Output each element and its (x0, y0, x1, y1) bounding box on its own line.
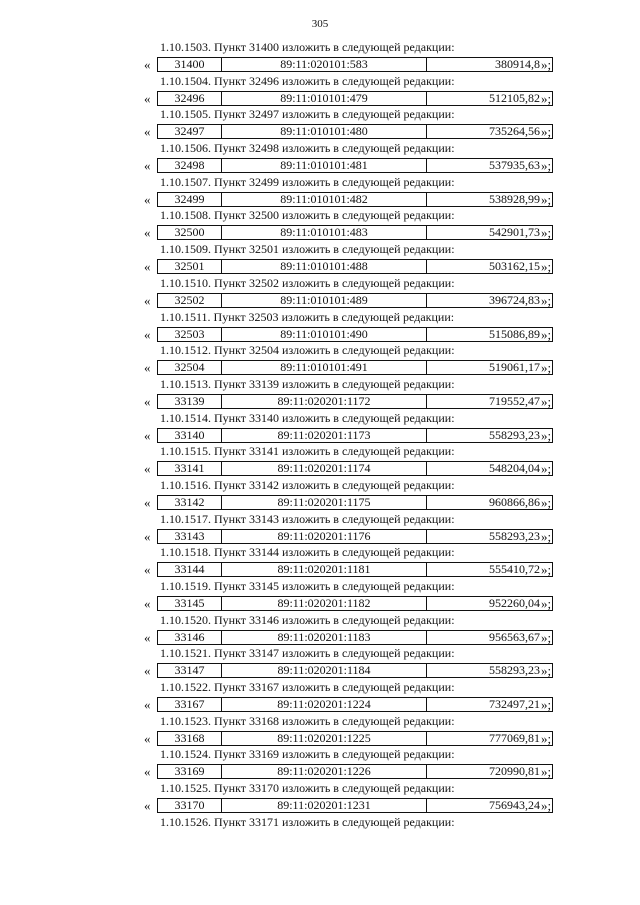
cadastral-value: 512105,82 (489, 90, 540, 105)
amendment-item (0, 377, 640, 411)
record-row (144, 393, 564, 410)
record-table (157, 225, 553, 240)
clause-text: 1.10.1518. Пункт 33144 (160, 545, 280, 560)
record-row (144, 595, 564, 612)
cadastral-value: 542901,73 (489, 225, 540, 240)
record-row (144, 629, 564, 646)
clause-line (160, 174, 455, 190)
quote-close: »; (541, 461, 552, 477)
amendment-item (0, 40, 640, 74)
quote-close: »; (541, 663, 552, 679)
clause-line (160, 342, 455, 358)
record-table (157, 158, 553, 173)
quote-open: « (144, 528, 151, 544)
cadastral-value: 537935,63 (489, 158, 540, 173)
clause-text: 1.10.1508. Пункт 32500 (160, 208, 280, 223)
quote-open: « (144, 90, 151, 106)
amendment-item (0, 141, 640, 175)
clause-phrase: изложить в следующей редакции: (282, 781, 455, 796)
cadastral-number: 89:11:020201:1176 (222, 530, 427, 543)
quote-close: »; (541, 798, 552, 814)
amendment-item (0, 310, 640, 344)
record-row (144, 460, 564, 477)
clause-phrase: изложить в следующей редакции: (282, 174, 455, 189)
cadastral-number: 89:11:020201:1174 (222, 462, 427, 475)
cadastral-number: 89:11:020201:1231 (222, 799, 427, 812)
record-row (144, 528, 564, 545)
record-table (157, 731, 553, 746)
cadastral-number: 89:11:010101:491 (222, 361, 427, 374)
record-table (157, 596, 553, 611)
clause-text: 1.10.1513. Пункт 33139 (160, 376, 280, 391)
quote-close: »; (541, 326, 552, 342)
cadastral-value: 558293,23 (489, 427, 540, 442)
record-number: 32500 (158, 226, 222, 239)
cadastral-value: 548204,04 (489, 461, 540, 476)
clause-phrase: изложить в следующей редакции: (282, 814, 455, 829)
quote-close: »; (541, 393, 552, 409)
quote-close: »; (541, 90, 552, 106)
clause-phrase: изложить в следующей редакции: (282, 680, 455, 695)
cadastral-value: 515086,89 (489, 326, 540, 341)
clause-line (160, 814, 455, 830)
record-number: 32497 (158, 125, 222, 138)
record-number: 33168 (158, 732, 222, 745)
record-number: 32499 (158, 193, 222, 206)
clause-text: 1.10.1525. Пункт 33170 (160, 781, 280, 796)
record-number: 31400 (158, 58, 222, 71)
clause-text: 1.10.1523. Пункт 33168 (160, 713, 280, 728)
quote-close: »; (541, 730, 552, 746)
clause-phrase: изложить в следующей редакции: (282, 511, 455, 526)
amendment-item (0, 579, 640, 613)
clause-phrase: изложить в следующей редакции: (282, 444, 455, 459)
quote-close: »; (541, 629, 552, 645)
record-row (144, 763, 564, 780)
record-number: 32502 (158, 294, 222, 307)
record-table (157, 360, 553, 375)
record-number: 33170 (158, 799, 222, 812)
quote-open: « (144, 461, 151, 477)
quote-open: « (144, 798, 151, 814)
cadastral-value: 960866,86 (489, 494, 540, 509)
amendment-item (0, 680, 640, 714)
clause-line (160, 645, 455, 661)
record-number: 32496 (158, 92, 222, 105)
record-table (157, 428, 553, 443)
amendment-item (0, 107, 640, 141)
clause-line (160, 511, 455, 527)
record-row (144, 326, 564, 343)
cadastral-value: 756943,24 (489, 798, 540, 813)
clause-phrase: изложить в следующей редакции: (282, 410, 455, 425)
quote-close: »; (541, 596, 552, 611)
cadastral-value: 380914,8 (495, 57, 540, 71)
record-number: 33144 (158, 563, 222, 576)
record-row (144, 359, 564, 376)
quote-open: « (144, 326, 151, 342)
record-number: 32498 (158, 159, 222, 172)
quote-open: « (144, 158, 151, 174)
clause-line (160, 73, 455, 89)
clause-line (160, 275, 455, 291)
record-table (157, 327, 553, 342)
clause-phrase: изложить в следующей редакции: (282, 208, 455, 223)
quote-open: « (144, 663, 151, 679)
quote-close: »; (541, 697, 552, 713)
record-row (144, 224, 564, 241)
clause-phrase: изложить в следующей редакции: (282, 376, 455, 391)
record-table (157, 764, 553, 779)
cadastral-number: 89:11:020201:1183 (222, 631, 427, 644)
clause-line (160, 39, 455, 55)
cadastral-number: 89:11:010101:482 (222, 193, 427, 206)
quote-close: »; (541, 158, 552, 174)
record-row (144, 696, 564, 713)
record-table (157, 91, 553, 106)
record-row (144, 191, 564, 208)
clause-text: 1.10.1526. Пункт 33171 (160, 814, 280, 829)
clause-phrase: изложить в следующей редакции: (282, 579, 455, 593)
cadastral-value: 735264,56 (489, 124, 540, 139)
cadastral-number: 89:11:020201:1225 (222, 732, 427, 745)
amendment-item (0, 411, 640, 445)
record-number: 33167 (158, 698, 222, 711)
clause-phrase: изложить в следующей редакции: (282, 107, 455, 122)
record-table (157, 192, 553, 207)
clause-text: 1.10.1506. Пункт 32498 (160, 141, 280, 156)
record-row (144, 258, 564, 275)
clause-phrase: изложить в следующей редакции: (282, 141, 455, 156)
clause-phrase: изложить в следующей редакции: (282, 73, 455, 88)
clause-text: 1.10.1516. Пункт 33142 (160, 477, 280, 492)
amendment-item (0, 74, 640, 108)
amendment-item (0, 242, 640, 276)
clause-text: 1.10.1515. Пункт 33141 (160, 444, 280, 459)
clause-text: 1.10.1514. Пункт 33140 (160, 410, 280, 425)
cadastral-number: 89:11:020201:1172 (222, 395, 427, 408)
quote-open: « (144, 596, 151, 611)
quote-open: « (144, 57, 151, 72)
record-row (144, 123, 564, 140)
amendment-item (0, 646, 640, 680)
cadastral-value: 719552,47 (489, 393, 540, 408)
record-row (144, 797, 564, 814)
clause-text: 1.10.1511. Пункт 32503 (160, 309, 279, 324)
record-table (157, 124, 553, 139)
clause-phrase: изложить в следующей редакции: (281, 309, 455, 324)
quote-open: « (144, 225, 151, 241)
quote-open: « (144, 292, 151, 308)
amendment-item (0, 613, 640, 647)
clause-phrase: изложить в следующей редакции: (282, 747, 455, 762)
cadastral-value: 777069,81 (489, 730, 540, 745)
quote-open: « (144, 494, 151, 510)
cadastral-number: 89:11:020201:1226 (222, 765, 427, 778)
quote-open: « (144, 393, 151, 409)
clause-text: 1.10.1505. Пункт 32497 (160, 107, 280, 122)
quote-close: »; (541, 427, 552, 443)
clause-line (160, 713, 455, 729)
cadastral-number: 89:11:010101:479 (222, 92, 427, 105)
clause-phrase: изложить в следующей редакции: (282, 713, 455, 728)
clause-line (160, 578, 455, 594)
amendment-item-last (0, 815, 640, 849)
record-row (144, 730, 564, 747)
amendment-item (0, 512, 640, 546)
quote-close: »; (541, 292, 552, 308)
clause-text: 1.10.1512. Пункт 32504 (160, 343, 280, 358)
cadastral-number: 89:11:010101:481 (222, 159, 427, 172)
record-number: 33145 (158, 597, 222, 610)
quote-close: »; (541, 191, 552, 207)
record-row (144, 56, 564, 73)
cadastral-number: 89:11:020201:1173 (222, 429, 427, 442)
record-table (157, 663, 553, 678)
clause-line (160, 746, 455, 762)
record-table (157, 259, 553, 274)
record-row (144, 157, 564, 174)
quote-open: « (144, 427, 151, 443)
clause-phrase: изложить в следующей редакции: (282, 275, 455, 290)
clause-line (160, 207, 455, 223)
quote-close: »; (541, 259, 552, 275)
record-row (144, 662, 564, 679)
cadastral-value: 538928,99 (489, 191, 540, 206)
cadastral-number: 89:11:020201:1175 (222, 496, 427, 509)
record-table (157, 461, 553, 476)
clause-line (160, 410, 455, 426)
quote-open: « (144, 562, 151, 578)
amendment-item (0, 208, 640, 242)
quote-close: »; (541, 124, 552, 140)
quote-close: »; (541, 225, 552, 241)
record-table (157, 293, 553, 308)
record-table (157, 394, 553, 409)
cadastral-value: 558293,23 (489, 663, 540, 678)
quote-open: « (144, 629, 151, 645)
clause-text: 1.10.1524. Пункт 33169 (160, 747, 280, 762)
amendment-item (0, 444, 640, 478)
cadastral-number: 89:11:020201:1182 (222, 597, 427, 610)
page-number: 305 (311, 18, 329, 30)
clause-text: 1.10.1504. Пункт 32496 (160, 73, 280, 88)
clause-phrase: изложить в следующей редакции: (282, 40, 455, 54)
clause-line (160, 612, 455, 628)
amendment-item (0, 545, 640, 579)
record-row (144, 561, 564, 578)
quote-close: »; (541, 528, 552, 544)
cadastral-number: 89:11:010101:489 (222, 294, 427, 307)
record-number: 33143 (158, 530, 222, 543)
clause-text: 1.10.1509. Пункт 32501 (160, 242, 280, 257)
clause-text: 1.10.1517. Пункт 33143 (160, 511, 280, 526)
quote-close: »; (541, 360, 552, 376)
clause-text: 1.10.1510. Пункт 32502 (160, 275, 280, 290)
record-number: 33141 (158, 462, 222, 475)
cadastral-number: 89:11:020101:583 (222, 58, 427, 71)
amendment-item (0, 276, 640, 310)
record-number: 33147 (158, 664, 222, 677)
quote-close: »; (541, 494, 552, 510)
clause-text: 1.10.1520. Пункт 33146 (160, 612, 280, 627)
quote-open: « (144, 730, 151, 746)
clause-line (160, 376, 455, 392)
clause-text: 1.10.1521. Пункт 33147 (160, 646, 280, 661)
amendment-item (0, 747, 640, 781)
clause-line (160, 106, 455, 122)
quote-close: »; (541, 562, 552, 578)
clause-line (160, 679, 455, 695)
amendment-item (0, 175, 640, 209)
clause-line (160, 477, 455, 493)
record-row (144, 292, 564, 309)
cadastral-value: 519061,17 (489, 360, 540, 375)
amendment-item (0, 714, 640, 748)
cadastral-number: 89:11:020201:1184 (222, 664, 427, 677)
record-number: 33140 (158, 429, 222, 442)
quote-open: « (144, 764, 151, 780)
cadastral-number: 89:11:020201:1181 (222, 563, 427, 576)
cadastral-number: 89:11:010101:480 (222, 125, 427, 138)
record-number: 33139 (158, 395, 222, 408)
record-table (157, 495, 553, 510)
clause-text: 1.10.1507. Пункт 32499 (160, 174, 280, 189)
quote-close: »; (541, 57, 552, 72)
cadastral-value: 952260,04 (489, 596, 540, 610)
clause-phrase: изложить в следующей редакции: (282, 242, 455, 257)
clause-phrase: изложить в следующей редакции: (282, 477, 455, 492)
cadastral-number: 89:11:010101:490 (222, 328, 427, 341)
quote-close: »; (541, 764, 552, 780)
cadastral-value: 396724,83 (489, 292, 540, 307)
record-table (157, 798, 553, 813)
record-table (157, 562, 553, 577)
record-row (144, 90, 564, 107)
clause-line (160, 241, 455, 257)
clause-phrase: изложить в следующей редакции: (282, 646, 455, 661)
clause-phrase: изложить в следующей редакции: (282, 545, 455, 560)
record-table (157, 57, 553, 72)
clause-phrase: изложить в следующей редакции: (282, 612, 455, 627)
cadastral-value: 503162,15 (489, 259, 540, 274)
record-number: 33146 (158, 631, 222, 644)
quote-open: « (144, 259, 151, 275)
cadastral-value: 956563,67 (489, 629, 540, 644)
quote-open: « (144, 360, 151, 376)
record-row (144, 427, 564, 444)
cadastral-value: 555410,72 (489, 562, 540, 577)
record-number: 32501 (158, 260, 222, 273)
record-table (157, 529, 553, 544)
clause-text: 1.10.1519. Пункт 33145 (160, 579, 280, 593)
quote-open: « (144, 124, 151, 140)
cadastral-value: 720990,81 (489, 764, 540, 779)
clause-line (160, 544, 455, 560)
cadastral-number: 89:11:010101:488 (222, 260, 427, 273)
clause-line (160, 780, 455, 796)
record-row (144, 494, 564, 511)
cadastral-value: 558293,23 (489, 528, 540, 543)
record-number: 32504 (158, 361, 222, 374)
clause-line (160, 140, 455, 156)
clause-text: 1.10.1503. Пункт 31400 (160, 40, 280, 54)
clause-line (160, 309, 454, 325)
amendment-item (0, 781, 640, 815)
cadastral-number: 89:11:020201:1224 (222, 698, 427, 711)
record-number: 32503 (158, 328, 222, 341)
quote-open: « (144, 191, 151, 207)
record-number: 33169 (158, 765, 222, 778)
quote-open: « (144, 697, 151, 713)
record-table (157, 697, 553, 712)
clause-phrase: изложить в следующей редакции: (282, 343, 455, 358)
record-number: 33142 (158, 496, 222, 509)
amendment-item (0, 478, 640, 512)
amendment-list (0, 40, 640, 849)
amendment-item (0, 343, 640, 377)
cadastral-value: 732497,21 (489, 697, 540, 712)
clause-text: 1.10.1522. Пункт 33167 (160, 680, 280, 695)
clause-line (160, 443, 455, 459)
cadastral-number: 89:11:010101:483 (222, 226, 427, 239)
record-table (157, 630, 553, 645)
